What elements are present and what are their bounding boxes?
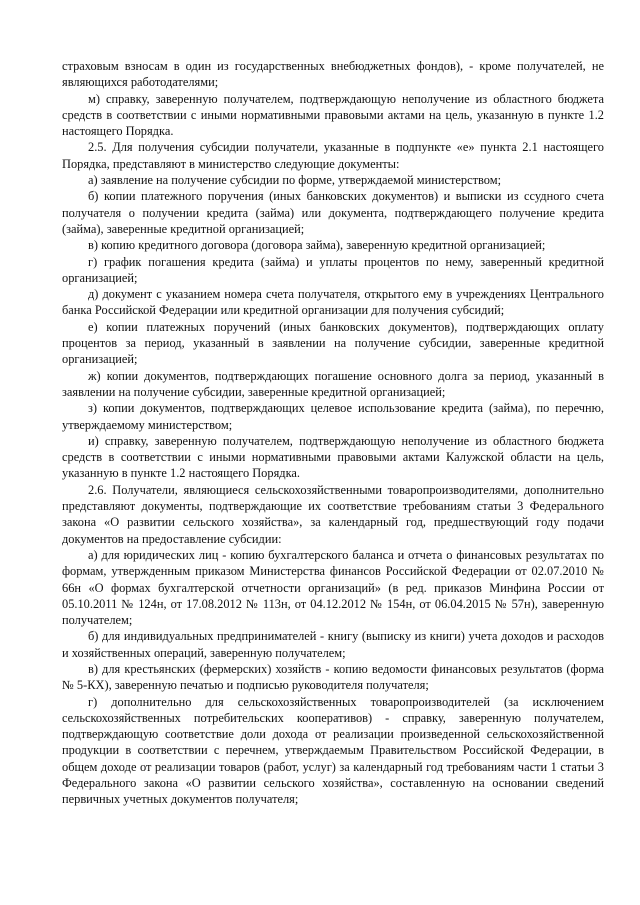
- paragraph-2-5-g: г) график погашения кредита (займа) и уплаты процентов по нему, заверенный кредитной организацией;: [62, 254, 604, 285]
- paragraph-continuation: страховым взносам в один из государственных внебюджетных фондов), - кроме получателей, не являющихся работодателями;: [62, 59, 604, 90]
- paragraph-2-5-zh: ж) копии документов, подтверждающих погашение основного долга за период, указанный в заявлении на получение субсидии, заверенные кредитной организацией;: [62, 368, 604, 399]
- paragraph-2-6-b: б) для индивидуальных предпринимателей - книгу (выписку из книги) учета доходов и расходов и хозяйственных операций, заверенную получателем;: [62, 629, 604, 660]
- paragraph-item-m: м) справку, заверенную получателем, подтверждающую неполучение из областного бюджета средств в соответствии с иными нормативными правовыми актами на цель, указанную в пункте 1.2 настоящего Порядка.: [62, 91, 604, 139]
- paragraph-2-5-a: а) заявление на получение субсидии по форме, утверждаемой министерством;: [88, 173, 502, 188]
- paragraph-2-6-v: в) для крестьянских (фермерских) хозяйств - копию ведомости финансовых результатов (форма № 5-КХ), заверенную печатью и подписью руководителя получателя;: [62, 661, 604, 693]
- paragraph-2-5: 2.5. Для получения субсидии получатели, указанные в подпункте «е» пункта 2.1 настоящего Порядка, представляют в министерство следующие документы:: [62, 140, 604, 171]
- paragraph-2-5-v: в) копию кредитного договора (договора займа), заверенную кредитной организацией;: [88, 238, 546, 253]
- paragraph-2-6: 2.6. Получатели, являющиеся сельскохозяйственными товаропроизводителями, дополнительно представляют документы, подтверждающие их соответствие требованиям статьи 3 Федерального закона «О развитии сельского хозяйства», за календарный год, предшествующий году подачи документов на предоставление субсидии:: [62, 482, 604, 546]
- paragraph-2-5-i: и) справку, заверенную получателем, подтверждающую неполучение из областного бюджета средств в соответствии с иными нормативными правовыми актами Калужской области на цель, указанную в пункте 1.2 настоящего Порядка.: [62, 433, 604, 481]
- paragraph-2-6-g: г) дополнительно для сельскохозяйственных товаропроизводителей (за исключением сельскохозяйственных потребительских кооперативов) - справку, заверенную получателем, подтверждающую соответствие доли дохода от реализации произведенной сельскохозяйственной продукции в соответствии с перечнем, утверждаемым Правительством Российской Федерации, в общем доходе от реализации товаров (работ, услуг) за календарный год требованиям части 1 статьи 3 Федерального закона «О развитии сельского хозяйства», составленную на основании сведений первичных учетных документов получателя;: [62, 694, 604, 807]
- paragraph-2-5-d: д) документ с указанием номера счета получателя, открытого ему в учреждениях Центрального банка Российской Федерации или кредитной организации для получения субсидий;: [62, 287, 604, 318]
- paragraph-2-5-e: е) копии платежных поручений (иных банковских документов), подтверждающих оплату процентов за период, указанный в заявлении на получение субсидии, заверенные кредитной организацией;: [62, 319, 604, 367]
- paragraph-2-5-b: б) копии платежного поручения (иных банковских документов) и выписки из ссудного счета получателя о получении кредита (займа) или документа, подтверждающего получение кредита (займа), заверенные кредитной организацией;: [62, 189, 604, 236]
- paragraph-2-6-a: а) для юридических лиц - копию бухгалтерского баланса и отчета о финансовых результатах по формам, утвержденным приказом Министерства финансов Российской Федерации от 02.07.2010 № 66н «О формах бухгалтерской отчетности организаций» (в ред. приказов Минфина России от 05.10.2011 № 124н, от 17.08.2012 № 113н, от 04.12.2012 № 154н, от 06.04.2015 № 57н), заверенную получателем;: [62, 547, 604, 628]
- paragraph-2-5-z: з) копии документов, подтверждающих целевое использование кредита (займа), по перечню, утверждаемому министерством;: [62, 401, 604, 432]
